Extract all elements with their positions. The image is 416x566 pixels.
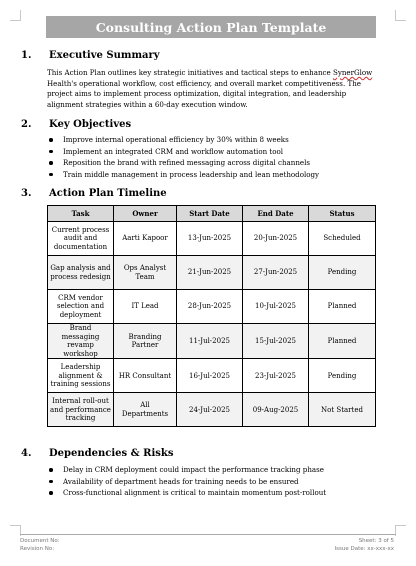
list-item: Availability of department heads for training needs to be ensured — [47, 476, 326, 488]
section-number: 4. — [21, 448, 32, 459]
footer-document-no: Document No: — [20, 538, 60, 544]
column-header-status: Status — [309, 206, 376, 222]
task-cell: Brand messaging revamp workshop — [48, 324, 114, 359]
document-title: Consulting Action Plan Template — [46, 16, 376, 38]
status-cell: Scheduled — [309, 222, 376, 256]
objectives-list — [47, 134, 319, 180]
section-number: 2. — [21, 119, 32, 130]
end-date-cell: 15-Jul-2025 — [243, 324, 309, 359]
crop-mark-top-left — [10, 10, 21, 21]
table-row — [48, 256, 376, 290]
summary-text-start: This Action Plan outlines key strategic initiatives and tactical steps to enhance — [47, 68, 333, 77]
task-cell: Internal roll-out and performance tracking — [48, 393, 114, 427]
owner-cell: All Departments — [114, 393, 177, 427]
list-item: Train middle management in process leadership and lean methodology — [47, 169, 319, 181]
table-header-row — [48, 206, 376, 222]
crop-mark-top-right — [395, 10, 406, 21]
start-date-cell: 21-Jun-2025 — [177, 256, 243, 290]
risks-list — [47, 464, 326, 499]
list-item: Improve internal operational efficiency by 30% within 8 weeks — [47, 134, 319, 146]
status-cell: Pending — [309, 256, 376, 290]
owner-cell: Aarti Kapoor — [114, 222, 177, 256]
end-date-cell: 27-Jun-2025 — [243, 256, 309, 290]
status-cell: Planned — [309, 324, 376, 359]
start-date-cell: 24-Jul-2025 — [177, 393, 243, 427]
company-name: SynerGlow — [332, 68, 373, 77]
start-date-cell: 13-Jun-2025 — [177, 222, 243, 256]
footer-issue-date: Issue Date: xx-xxx-xx — [334, 546, 394, 552]
section-title: Action Plan Timeline — [49, 188, 167, 199]
column-header-start-date: Start Date — [177, 206, 243, 222]
footer-divider — [20, 534, 396, 535]
section-title: Executive Summary — [49, 50, 160, 61]
list-item: Reposition the brand with refined messaging across digital channels — [47, 157, 319, 169]
owner-cell: Branding Partner — [114, 324, 177, 359]
section-heading-timeline — [21, 188, 167, 199]
task-cell: Leadership alignment & training sessions — [48, 359, 114, 393]
footer-revision-no: Revision No: — [20, 546, 55, 552]
section-number: 1. — [21, 50, 32, 61]
footer-sheet: Sheet: 3 of 5 — [358, 538, 394, 544]
start-date-cell: 28-Jun-2025 — [177, 290, 243, 324]
status-cell: Not Started — [309, 393, 376, 427]
column-header-owner: Owner — [114, 206, 177, 222]
owner-cell: HR Consultant — [114, 359, 177, 393]
section-title: Dependencies & Risks — [49, 448, 174, 459]
list-item: Cross-functional alignment is critical to maintain momentum post-rollout — [47, 487, 326, 499]
column-header-end-date: End Date — [243, 206, 309, 222]
table-row — [48, 290, 376, 324]
timeline-table — [47, 205, 376, 427]
end-date-cell: 23-Jul-2025 — [243, 359, 309, 393]
end-date-cell: 20-Jun-2025 — [243, 222, 309, 256]
table-row — [48, 222, 376, 256]
column-header-task: Task — [48, 206, 114, 222]
task-cell: CRM vendor selection and deployment — [48, 290, 114, 324]
section-heading-dependencies — [21, 448, 173, 459]
list-item: Delay in CRM deployment could impact the performance tracking phase — [47, 464, 326, 476]
owner-cell: IT Lead — [114, 290, 177, 324]
task-cell: Gap analysis and process redesign — [48, 256, 114, 290]
list-item: Implement an integrated CRM and workflow automation tool — [47, 146, 319, 158]
task-cell: Current process audit and documentation — [48, 222, 114, 256]
section-number: 3. — [21, 188, 32, 199]
crop-mark-bottom-right — [395, 525, 406, 536]
section-title: Key Objectives — [49, 119, 132, 130]
owner-cell: Ops Analyst Team — [114, 256, 177, 290]
status-cell: Planned — [309, 290, 376, 324]
status-cell: Pending — [309, 359, 376, 393]
section-heading-key-objectives — [21, 119, 131, 130]
end-date-cell: 09-Aug-2025 — [243, 393, 309, 427]
table-row — [48, 393, 376, 427]
table-row — [48, 359, 376, 393]
end-date-cell: 10-Jul-2025 — [243, 290, 309, 324]
executive-summary-paragraph — [47, 68, 377, 110]
section-heading-executive-summary — [21, 50, 160, 61]
start-date-cell: 11-Jul-2025 — [177, 324, 243, 359]
summary-text-end: Health's operational workflow, cost efficiency, and overall market competitiveness. The project aims to implement process optimization, digital integration, and leadership alignment strategies within a 60-day execution window. — [47, 78, 361, 109]
table-row — [48, 324, 376, 359]
start-date-cell: 16-Jul-2025 — [177, 359, 243, 393]
